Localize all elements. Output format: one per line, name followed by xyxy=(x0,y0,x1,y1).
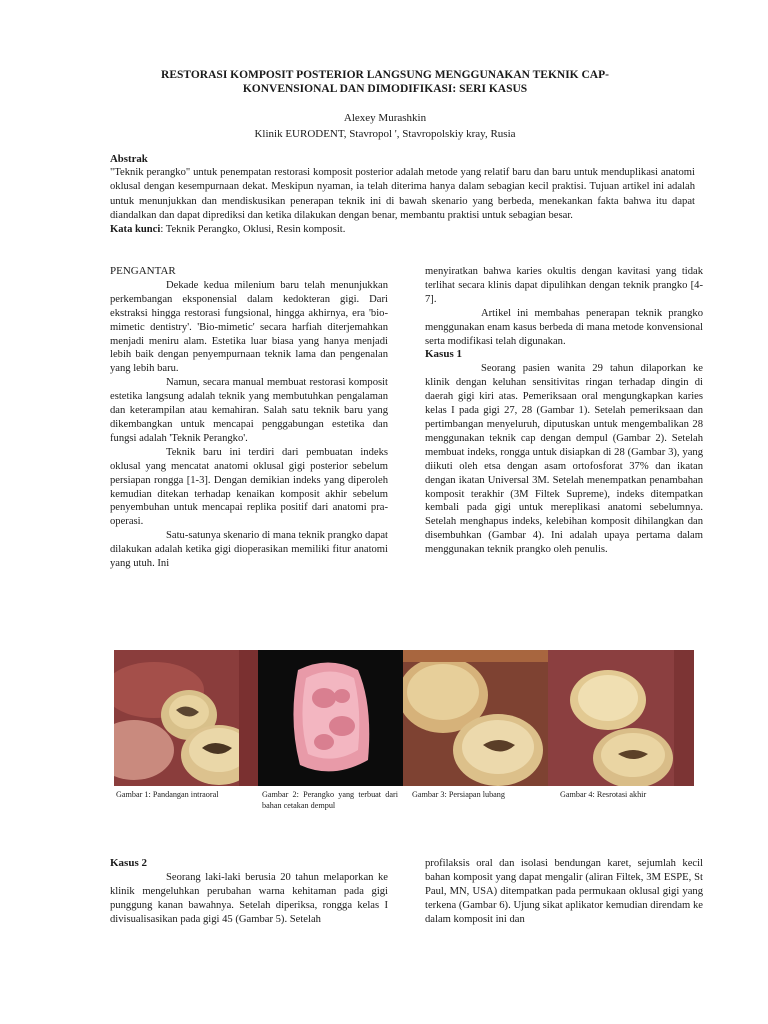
column-left-lower xyxy=(110,857,388,927)
figure-2-caption: Gambar 2: Perangko yang terbuat dari bahan cetakan dempul xyxy=(262,790,398,810)
figure-3-cavity-prep-photo xyxy=(403,650,548,786)
author-name: Alexey Murashkin xyxy=(343,112,427,124)
intro-paragraph-1: Dekade kedua milenium baru telah menunjukkan perkembangan eksponensial dalam kedokteran gigi. Dari ekstraksi hingga restorasi fungsional, hingga akhirnya, era 'bio-mimetic dentistry'. 'Bio-mimetic' secara harfiah diterjemahkan menjadi meniru alam. Estetika luar biasa yang hanya menjadi lebih baik dengan penyempurnaan teknik lama dan pengenalan yang lebih baru. xyxy=(110,279,388,375)
title-line-1: RESTORASI KOMPOSIT POSTERIOR LANGSUNG MENGGUNAKAN TEKNIK CAP- xyxy=(161,69,609,81)
cavity-prep-image xyxy=(403,650,548,786)
column-left-upper xyxy=(110,265,388,571)
intro-heading: PENGANTAR xyxy=(110,265,176,277)
putty-stamp-image xyxy=(258,650,403,786)
figure-4-caption: Gambar 4: Resrotasi akhir xyxy=(560,790,647,799)
paper-title xyxy=(100,68,670,96)
author-affiliation: Klinik EURODENT, Stavropol ', Stavropolskiy kray, Rusia xyxy=(254,128,516,140)
abstract-text: "Teknik perangko" untuk penempatan restorasi komposit posterior adalah metode yang relatif baru dan baru untuk menduplikasi anatomi oklusal dengan kesempurnaan dekat. Meskipun nyaman, ia telah diterima hanya dalam sebagian kecil praktisi. Tujuan artikel ini adalah untuk menunjukkan dan mendiskusikan penerapan teknik ini di bawah skenario yang berbeda, menekankan fakta bahwa itu dapat diandalkan dan dapat diprediksi dan ketika dilakukan dengan benar, membantu praktisi untuk sebagian besar. xyxy=(110,167,695,221)
intro-paragraph-3: Teknik baru ini terdiri dari pembuatan indeks oklusal yang mencatat anatomi oklusal gigi posterior sebelum persiapan rongga [1-3]. Dengan demikian indeks yang diperoleh kemudian ditekan terhadap kenaikan komposit akhir sebelum penyembuhan untuk mencapai replika positif dari anatomi pra-operasi. xyxy=(110,446,388,528)
author-block xyxy=(100,110,670,142)
column-right-upper xyxy=(425,265,703,557)
case1-heading: Kasus 1 xyxy=(425,348,462,361)
title-line-2: KONVENSIONAL DAN DIMODIFIKASI: SERI KASUS xyxy=(242,83,528,95)
keywords-label: Kata kunci xyxy=(110,224,161,236)
figure-2-putty-stamp-photo xyxy=(258,650,403,786)
case2-paragraph-1: Seorang laki-laki berusia 20 tahun melaporkan ke klinik mengeluhkan perubahan warna kehitaman pada gigi punggung kanan bawahnya. Setelah diperiksa, rongga kelas I divisualisasikan pada gigi 45 (Gambar 5). Setelah xyxy=(110,871,388,925)
figure-1-caption: Gambar 1: Pandangan intraoral xyxy=(116,790,219,799)
abstract-section xyxy=(110,152,695,237)
keywords-line xyxy=(110,223,695,237)
column-right-lower xyxy=(425,857,703,927)
abstract-heading: Abstrak xyxy=(110,153,148,165)
figure-1-intraoral-photo xyxy=(114,650,258,786)
figure-4-final-restoration-photo xyxy=(548,650,694,786)
case1-paragraph-1: Seorang pasien wanita 29 tahun dilaporkan ke klinik dengan keluhan sensitivitas ringan terhadap dingin di daerah gigi kiri atas. Pemeriksaan oral mengungkapkan karies kelas I pada gigi 27, 28 (Gambar 1). Setelah pemeriksaan dan pertimbangan menyeluruh, diputuskan untuk mengembalikan 28 menggunakan teknik cap dengan dempul (Gambar 2). Setelah membuat indeks, rongga untuk disiapkan di 28 (Gambar 3), yang diikuti oleh etsa dengan asam ortofosforat 37% dan ikatan dengan ikatan Universal 3M. Setelah menempatkan penambahan komposit terakhir (3M Filtek Supreme), indeks ditempatkan kembali pada gigi untuk mereplikasi anatomi sebelumnya. Setelah menghapus indeks, kelebihan komposit dihilangkan dan disembuhkan (Gambar 4). Ini adalah upaya pertama dalam menggunakan teknik prangko oleh penulis. xyxy=(425,363,703,556)
intro-paragraph-5: menyiratkan bahwa karies okultis dengan kavitasi yang tidak terlihat secara klinis dapat dipulihkan dengan teknik prangko [4-7]. xyxy=(425,266,703,305)
case2-heading: Kasus 2 xyxy=(110,857,147,869)
figure-3-caption: Gambar 3: Persiapan lubang xyxy=(412,790,505,799)
keywords-text: : Teknik Perangko, Oklusi, Resin komposit. xyxy=(160,224,346,236)
intraoral-photo-image xyxy=(114,650,258,786)
final-restoration-image xyxy=(548,650,694,786)
intro-paragraph-6: Artikel ini membahas penerapan teknik prangko menggunakan enam kasus berbeda di mana metode konvensional serta modifikasi telah digunakan. xyxy=(425,307,703,347)
intro-paragraph-4: Satu-satunya skenario di mana teknik prangko dapat dilakukan adalah ketika gigi dioperasikan memiliki fitur anatomi yang utuh. Ini xyxy=(110,530,388,570)
case2-paragraph-2: profilaksis oral dan isolasi bendungan karet, sejumlah kecil bahan komposit yang dapat mengalir (aliran Filtek, 3M ESPE, St Paul, MN, USA) ditempatkan pada permukaan oklusal gigi yang terkena (Gambar 6). Ujung sikat aplikator kemudian direndam ke dalam komposit ini dan xyxy=(425,858,703,925)
intro-paragraph-2: Namun, secara manual membuat restorasi komposit estetika langsung adalah teknik yang membutuhkan pengalaman dan keterampilan atau kemahiran. Salah satu teknik baru yang dikembangkan untuk mencapai penggabungan estetika dan fungsi adalah 'Teknik Perangko'. xyxy=(110,377,388,444)
figure-strip xyxy=(114,650,694,786)
